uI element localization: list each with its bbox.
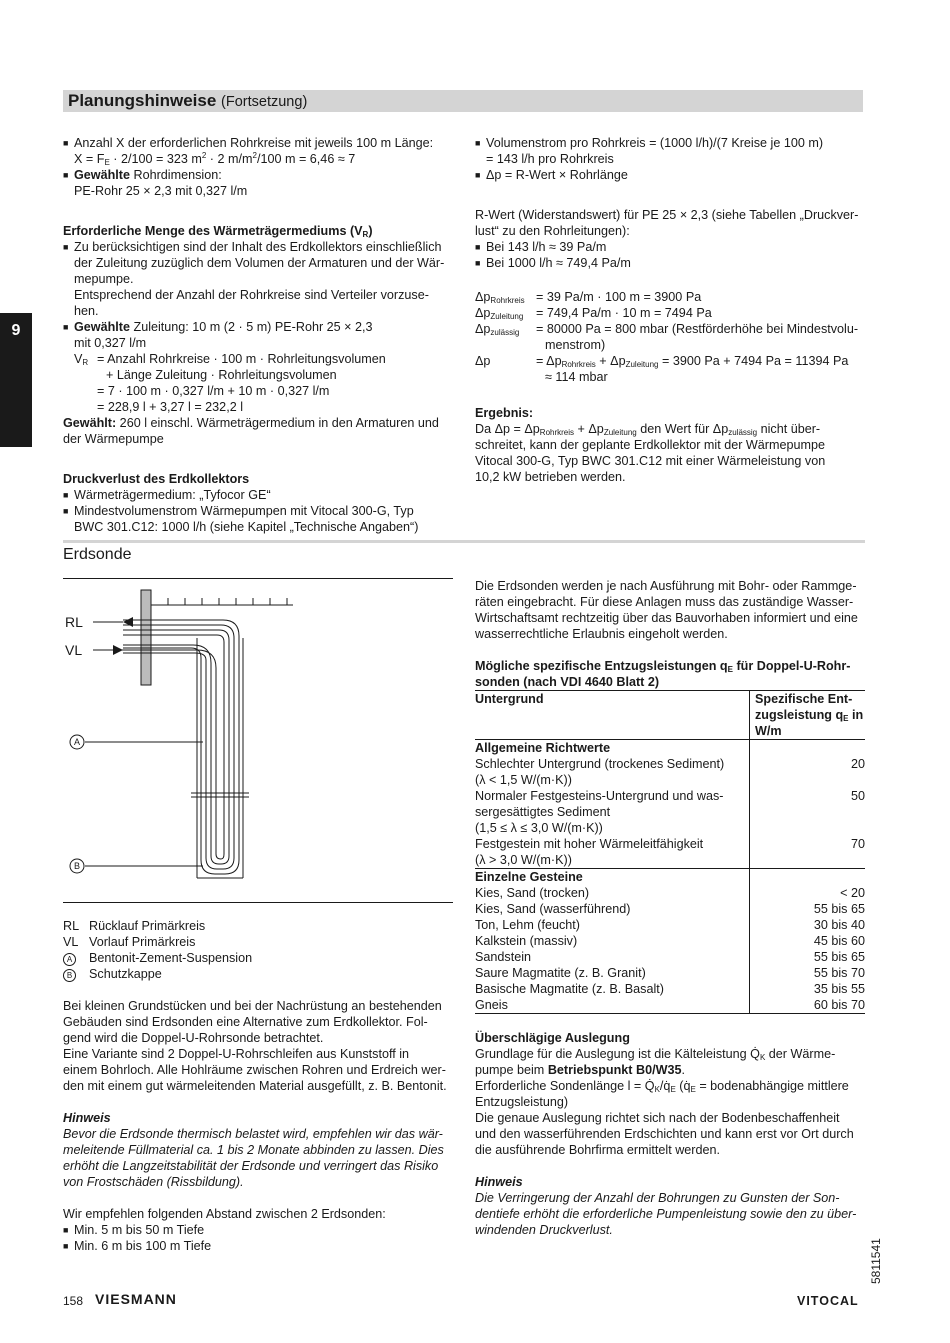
table-title: Mögliche spezifische Entzugsleistungen $q_E$ für Doppel-U-Rohr- sonden (nach VDI 4640 Blatt 2) xyxy=(475,658,865,691)
left-column-top xyxy=(63,135,455,535)
th-entzugsleistung: Spezifische Ent- zugsleistung $q_E$ in W/m xyxy=(750,691,866,740)
eq-zulaessig: $\Delta p_{zulässig}$ = 80000 Pa = 800 mbar (Restförderhöhe bei Mindestvolu- menstrom) xyxy=(475,322,859,352)
th-untergrund: Untergrund xyxy=(475,692,544,706)
bullet-zuleitung-inhalt: ■ Zu berücksichtigen sind der Inhalt des Erdkollektors einschließlich der Zuleitung zuzüglich dem Volumen der Armaturen und der Wär- mepumpe. Entsprechend der Anzahl der Rohrkreise sind Verteiler vorzuse- hen. xyxy=(63,239,455,319)
bullet-dp-formel: ■ Δp = R-Wert × Rohrlänge xyxy=(475,167,865,183)
table-group-row: Allgemeine Richtwerte xyxy=(475,740,865,757)
label-a: A xyxy=(73,737,80,747)
left-column-bottom xyxy=(63,998,455,1254)
table-row: Festgestein mit hoher Wärmeleitfähigkeit (λ > 3,0 W/(m·K)) 70 xyxy=(475,837,865,867)
heading-druckverlust: Druckverlust des Erdkollektors xyxy=(63,472,250,486)
section-title-erdsonde: Erdsonde xyxy=(63,546,132,563)
auslegung-text: Grundlage für die Auslegung ist die Kälteleistung $Q̇_K$ der Wärme- pumpe beim Betriebspunkt B0/W35. Erforderliche Sondenlänge $l = Q̇_K/q̇_E$ ($q̇_E$ = bodenabhängige mittlere Entzugsleistung) Die genaue Auslegung richtet sich nach der Bodenbeschaffenheit und den wasserführenden Erdschichten und kann erst vor Ort durch die ausführende Bohrfirma ermittelt werden. xyxy=(475,1047,854,1157)
table-row: Ton, Lehm (feucht) 30 bis 40 xyxy=(475,918,865,932)
right-column-bottom xyxy=(475,578,865,1238)
brand-logo: VIESMANN xyxy=(95,1291,177,1307)
page-title: Planungshinweise (Fortsetzung) xyxy=(68,91,308,110)
page-number: 158 xyxy=(63,1294,84,1308)
bullet-143: ■ Bei 143 l/h ≈ 39 Pa/m xyxy=(475,239,865,255)
dp-equations xyxy=(475,289,865,385)
table-row: Basische Magmatite (z. B. Basalt) 35 bis 55 xyxy=(475,982,865,996)
legend-item: A Bentonit-Zement-Suspension xyxy=(63,950,252,966)
paragraph-bohrgeraete: Die Erdsonden werden je nach Ausführung mit Bohr- oder Rammge- räten eingebracht. Für diese Anlagen muss das zuständige Wasser- Wirtschaftsamt rechtzeitig über das Bauvorhaben informiert und eine wasserrechtliche Erlaubnis eingeholt werden. xyxy=(475,579,858,641)
table-row: Saure Magmatite (z. B. Granit) 55 bis 70 xyxy=(475,966,865,980)
table-row: Kies, Sand (wasserführend) 55 bis 65 xyxy=(475,902,865,916)
label-vl: VL xyxy=(65,642,83,658)
auslegung-heading: Überschlägige Auslegung xyxy=(475,1031,630,1045)
document-number: 5811541 xyxy=(869,1238,883,1284)
page-header xyxy=(63,90,863,112)
erdsonde-figure xyxy=(63,578,453,903)
right-column-top xyxy=(475,135,865,485)
hinweis-heading: Hinweis xyxy=(63,1111,111,1125)
hinweis2-text: Die Verringerung der Anzahl der Bohrungen zu Gunsten der Son- dentiefe erhöht die erforderliche Pumpenleistung sowie den zu über- windenden Druckverlust. xyxy=(475,1191,857,1237)
legend-item: B Schutzkappe xyxy=(63,966,252,982)
table-row: Kalkstein (massiv) 45 bis 60 xyxy=(475,934,865,948)
eq-rohrkreis: $\Delta p_{Rohrkreis}$ = 39 Pa/m · 100 m = 3900 Pa xyxy=(475,290,702,305)
table-row: Normaler Festgesteins-Untergrund und was- sergesättigtes Sediment (1,5 ≤ λ ≤ 3,0 W/(m·K)) 50 xyxy=(475,789,865,835)
hinweis-text: Bevor die Erdsonde thermisch belastet wird, empfehlen wir das wär- meleitende Füllmaterial ca. 1 bis 2 Monate abbinden zu lassen. Dies erhöht die Langzeitstabilität der Erdsonde und verringert das Risiko von Frostschäden (Rissbildung). xyxy=(63,1127,444,1189)
bullet-rohrkreise: ■ Anzahl X der erforderlichen Rohrkreise mit jeweils 100 m Länge: $X = F_E \cdot 2/100 = 323$ $m^2 \cdot 2$ $m/m^2/100$ m = 6,46 ≈ 7 xyxy=(63,135,455,167)
bullet-abstand-1: ■ Min. 5 m bis 50 m Tiefe xyxy=(63,1222,455,1238)
erdsonde-drawing xyxy=(63,578,453,903)
r-wert-text: R-Wert (Widerstandswert) für PE 25 × 2,3 (siehe Tabellen „Druckver- lust“ zu den Rohrleitungen): xyxy=(475,208,859,238)
label-b: B xyxy=(73,861,80,871)
table-row: Gneis 60 bis 70 xyxy=(475,998,865,1012)
legend-item: RL Rücklauf Primärkreis xyxy=(63,919,206,933)
vr-formula: $V_R$ = Anzahl Rohrkreise · 100 m · Rohrleitungsvolumen + Länge Zuleitung · Rohrleitungsvolumen = 7 · 100 m · 0,327 l/m + 10 m · 0,327 l/m = 228,9 l + 3,27 l = 232,2 l xyxy=(74,352,386,414)
abstand-text: Wir empfehlen folgenden Abstand zwischen 2 Erdsonden: xyxy=(63,1207,386,1221)
bullet-gewaehlte-zuleitung: ■ Gewählte Zuleitung: 10 m (2 · 5 m) PE-Rohr 25 × 2,3 mit 0,327 l/m xyxy=(63,319,455,351)
table-row: Sandstein 55 bis 65 xyxy=(475,950,865,964)
table-row: Kies, Sand (trocken) < 20 xyxy=(475,886,865,900)
bullet-rohrdimension: ■ Gewählte Rohrdimension: PE-Rohr 25 × 2,3 mit 0,327 l/m xyxy=(63,167,455,199)
bullet-1000: ■ Bei 1000 l/h ≈ 749,4 Pa/m xyxy=(475,255,865,271)
eq-gesamt: Δp = $\Delta p_{Rohrkreis} + \Delta p_{Zuleitung} = 3900$ Pa + 7494 Pa = 11394 Pa ≈ 114 mbar xyxy=(475,354,849,384)
hinweis2-heading: Hinweis xyxy=(475,1175,523,1189)
ergebnis-heading: Ergebnis: xyxy=(475,406,534,420)
bullet-mindestvolumenstrom: ■ Mindestvolumenstrom Wärmepumpen mit Vitocal 300-G, Typ BWC 301.C12: 1000 l/h (siehe Kapitel „Technische Angaben“) xyxy=(63,503,455,535)
legend-item: VL Vorlauf Primärkreis xyxy=(63,935,196,949)
product-name: VITOCAL xyxy=(797,1294,859,1308)
chapter-tab[interactable]: 9 xyxy=(0,313,32,447)
bullet-medium: ■ Wärmeträgermedium: „Tyfocor GE“ xyxy=(63,487,455,503)
section-separator xyxy=(63,540,865,543)
bullet-volumenstrom: ■ Volumenstrom pro Rohrkreis = (1000 l/h)/(7 Kreise je 100 m) = 143 l/h pro Rohrkreis xyxy=(475,135,865,167)
label-rl: RL xyxy=(65,614,83,630)
ergebnis-text: Da $\Delta p = \Delta p_{Rohrkreis} + \Delta p_{Zuleitung}$ den Wert für $\Delta p_{zulässig}$ nicht über- schreitet, kann der geplante Erdkollektor mit der Wärmepumpe Vitocal 300-G, Typ BWC 301.C12 mit einer Wärmeleistung von 10,2 kW betrieben werden. xyxy=(475,422,826,484)
table-row: Schlechter Untergrund (trockenes Sediment) (λ < 1,5 W/(m·K)) 20 xyxy=(475,757,865,787)
heading-waermetraeger: Erforderliche Menge des Wärmeträgermediums $(V_R)$ xyxy=(63,224,373,239)
bullet-abstand-2: ■ Min. 6 m bis 100 m Tiefe xyxy=(63,1238,455,1254)
gewaehlt-text: Gewählt: 260 l einschl. Wärmeträgermedium in den Armaturen und der Wärmepumpe xyxy=(63,416,439,446)
figure-legend xyxy=(63,918,455,982)
table-header-row xyxy=(475,691,865,740)
table-group-row: Einzelne Gesteine xyxy=(475,869,865,886)
paragraph-erdsonde: Bei kleinen Grundstücken und bei der Nachrüstung an bestehenden Gebäuden sind Erdsonden eine Alternative zum Erdkollektor. Fol- gend wird die Doppel-U-Rohrsonde betrachtet. Eine Variante sind 2 Doppel-U-Rohrschleifen aus Kunststoff in einem Bohrloch. Alle Hohlräume zwischen Rohren und Erdreich wer- den mit einem gut wärmeleitenden Material ausgefüllt, z. B. Bentonit. xyxy=(63,999,447,1093)
eq-zuleitung: $\Delta p_{Zuleitung}$ = 749,4 Pa/m · 10 m = 7494 Pa xyxy=(475,306,712,321)
entzugsleistung-table xyxy=(475,691,865,1014)
